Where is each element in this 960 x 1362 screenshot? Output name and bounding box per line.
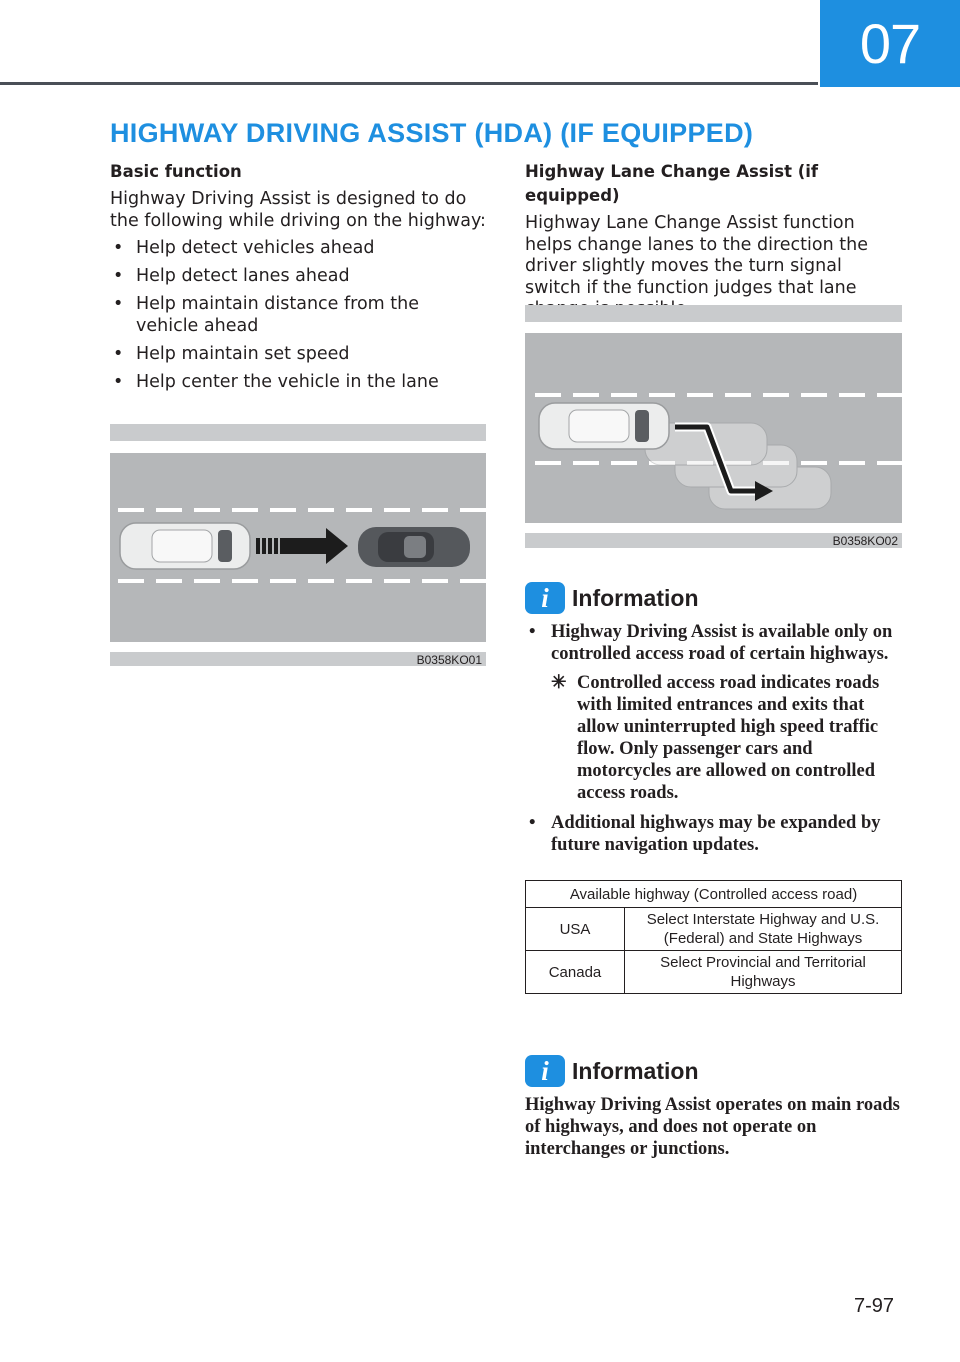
table-row bbox=[526, 951, 902, 994]
lane-change-heading: Highway Lane Change Assist (if equipped) bbox=[525, 162, 819, 205]
header-rule bbox=[0, 82, 818, 85]
table-cell-country: USA bbox=[526, 908, 625, 951]
basic-function-section bbox=[110, 160, 486, 400]
list-item: • Additional highways may be expanded by future navigation updates. bbox=[529, 813, 881, 855]
list-item: • Help maintain set speed bbox=[113, 343, 350, 364]
table-cell-roads: Select Provincial and Territorial Highways bbox=[625, 951, 902, 994]
figure-lane-change bbox=[525, 305, 902, 548]
info-body-1 bbox=[525, 621, 902, 864]
info-body-2: Highway Driving Assist operates on main roads of highways, and does not operate on interchanges or junctions. bbox=[525, 1095, 900, 1159]
road-illustration-2 bbox=[525, 305, 902, 548]
table-cell-country: Canada bbox=[526, 951, 625, 994]
available-highway-table bbox=[525, 880, 902, 994]
list-item: • Highway Driving Assist is available only on controlled access road of certain highways. ✳ Controlled access road indicates roads with limited entrances and exits that allow uninterrupted high speed traffic flow. Only passenger cars and motorcycles are allowed on controlled access roads. bbox=[525, 621, 902, 804]
info-heading-1 bbox=[525, 582, 699, 614]
list-item: • Help detect vehicles ahead bbox=[113, 238, 375, 258]
list-item: • Help detect lanes ahead bbox=[113, 266, 350, 286]
basic-function-intro: Highway Driving Assist is designed to do the following while driving on the highway: bbox=[110, 189, 486, 231]
info-icon: i bbox=[525, 582, 565, 614]
info-title: Information bbox=[572, 584, 699, 611]
lane-change-text: Highway Lane Change Assist function helps change lanes to the direction the driver slightly moves the turn signal switch if the function judges that lane bbox=[525, 213, 868, 298]
figure-code: B0358KO02 bbox=[832, 534, 898, 548]
info-icon: i bbox=[525, 1055, 565, 1087]
basic-function-heading: Basic function bbox=[110, 162, 242, 181]
section-title: HIGHWAY DRIVING ASSIST (HDA) (IF EQUIPPED) bbox=[110, 118, 754, 148]
road-illustration-1 bbox=[110, 424, 486, 666]
list-item: • Help center the vehicle in the lane bbox=[113, 371, 439, 392]
lane-change-section bbox=[525, 160, 902, 321]
asterisk-icon: ✳ bbox=[551, 673, 567, 693]
page-number: 7-97 bbox=[853, 1295, 894, 1317]
table-cell-roads: Select Interstate Highway and U.S. (Federal) and State Highways bbox=[625, 908, 902, 951]
car-icon bbox=[120, 523, 250, 569]
list-item: • Help maintain distance from the vehicle ahead bbox=[113, 294, 420, 336]
info-title: Information bbox=[572, 1057, 699, 1084]
figure-vehicle-following bbox=[110, 424, 486, 666]
chapter-tab bbox=[820, 0, 960, 87]
chapter-number: 07 bbox=[859, 12, 921, 75]
table-header: Available highway (Controlled access road) bbox=[526, 881, 902, 908]
basic-function-list bbox=[110, 238, 486, 393]
table-row bbox=[526, 908, 902, 951]
info-note: ✳ Controlled access road indicates roads with limited entrances and exits that allow uninterrupted high speed traffic flow. Only passenger cars and motorcycles are allowed on controlled access roads. bbox=[551, 673, 880, 803]
car-icon bbox=[539, 403, 669, 449]
car-ahead-icon bbox=[358, 527, 470, 567]
figure-code: B0358KO01 bbox=[416, 653, 482, 666]
info-heading-2 bbox=[525, 1055, 699, 1087]
